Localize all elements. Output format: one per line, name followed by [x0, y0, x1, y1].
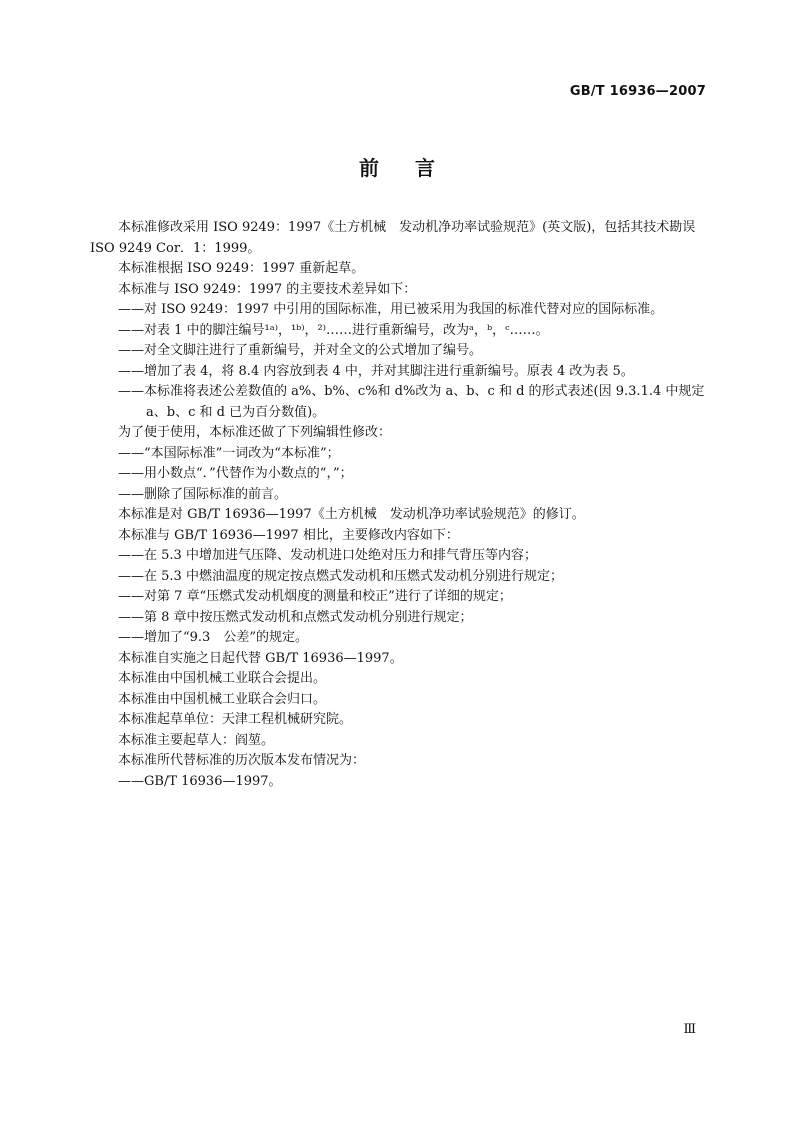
paragraph: 本标准与 GB/T 16936—1997 相比，主要修改内容如下： [118, 527, 459, 543]
list-item: ——在 5.3 中增加进气压降、发动机进口处绝对压力和排气背压等内容； [118, 548, 537, 563]
paragraph: 本标准是对 GB/T 16936—1997《土方机械 发动机净功率试验规范》的修订。 [118, 507, 585, 522]
list-item: ——第 8 章中按压燃式发动机和点燃式发动机分别进行规定； [118, 609, 473, 625]
foreword-body [90, 218, 706, 792]
paragraph: 本标准根据 ISO 9249：1997 重新起草。 [118, 261, 365, 276]
paragraph: 本标准自实施之日起代替 GB/T 16936—1997。 [118, 650, 403, 666]
paragraph: 本标准由中国机械工业联合会归口。 [118, 691, 327, 707]
paragraph: 为了便于使用，本标准还做了下列编辑性修改： [118, 425, 392, 440]
standard-code: GB/T 16936—2007 [569, 84, 706, 99]
list-item-continuation: a、b、c 和 d 已为百分数值)。 [146, 404, 326, 420]
list-item: ——对第 7 章“压燃式发动机烟度的测量和校正”进行了详细的规定； [118, 589, 512, 604]
paragraph: 本标准主要起草人：阎堃。 [118, 732, 275, 748]
page-number: Ⅲ [683, 1022, 696, 1037]
list-item: ——本标准将表述公差数值的 a%、b%、c%和 d%改为 a、b、c 和 d 的形式表述(因 9.3.1.4 中规定 [118, 384, 705, 399]
paragraph: 本标准起草单位：天津工程机械研究院。 [118, 712, 353, 727]
list-item: ——对 ISO 9249：1997 中引用的国际标准，用已被采用为我国的标准代替对应的国际标准。 [118, 302, 664, 317]
list-item: ——在 5.3 中燃油温度的规定按点燃式发动机和压燃式发动机分别进行规定； [118, 568, 563, 584]
list-item: ——“本国际标准”一词改为“本标准”； [118, 445, 340, 461]
list-item: ——对表 1 中的脚注编号¹ᵃ⁾，¹ᵇ⁾，²⁾……进行重新编号，改为ᵃ，ᵇ，ᶜ……。 [118, 322, 549, 338]
list-item: ——删除了国际标准的前言。 [118, 486, 288, 502]
list-item: ——用小数点“．”代替作为小数点的“，”； [118, 466, 353, 481]
paragraph: 本标准由中国机械工业联合会提出。 [118, 671, 327, 686]
list-item: ——增加了“9.3 公差”的规定。 [118, 630, 308, 645]
paragraph: 本标准所代替标准的历次版本发布情况为： [118, 753, 366, 768]
paragraph: 本标准与 ISO 9249：1997 的主要技术差异如下： [118, 281, 417, 297]
paragraph: 本标准修改采用 ISO 9249：1997《土方机械 发动机净功率试验规范》(英文版)，包括其技术勘误 [118, 220, 696, 235]
list-item: ——增加了表 4，将 8.4 内容放到表 4 中，并对其脚注进行重新编号。原表 4 改为表 5。 [118, 363, 634, 379]
list-item: ——对全文脚注进行了重新编号，并对全文的公式增加了编号。 [118, 343, 483, 358]
page-title: 前言 [359, 156, 471, 180]
paragraph-continuation: ISO 9249 Cor．1：1999。 [90, 240, 261, 256]
list-item: ——GB/T 16936—1997。 [118, 773, 282, 789]
